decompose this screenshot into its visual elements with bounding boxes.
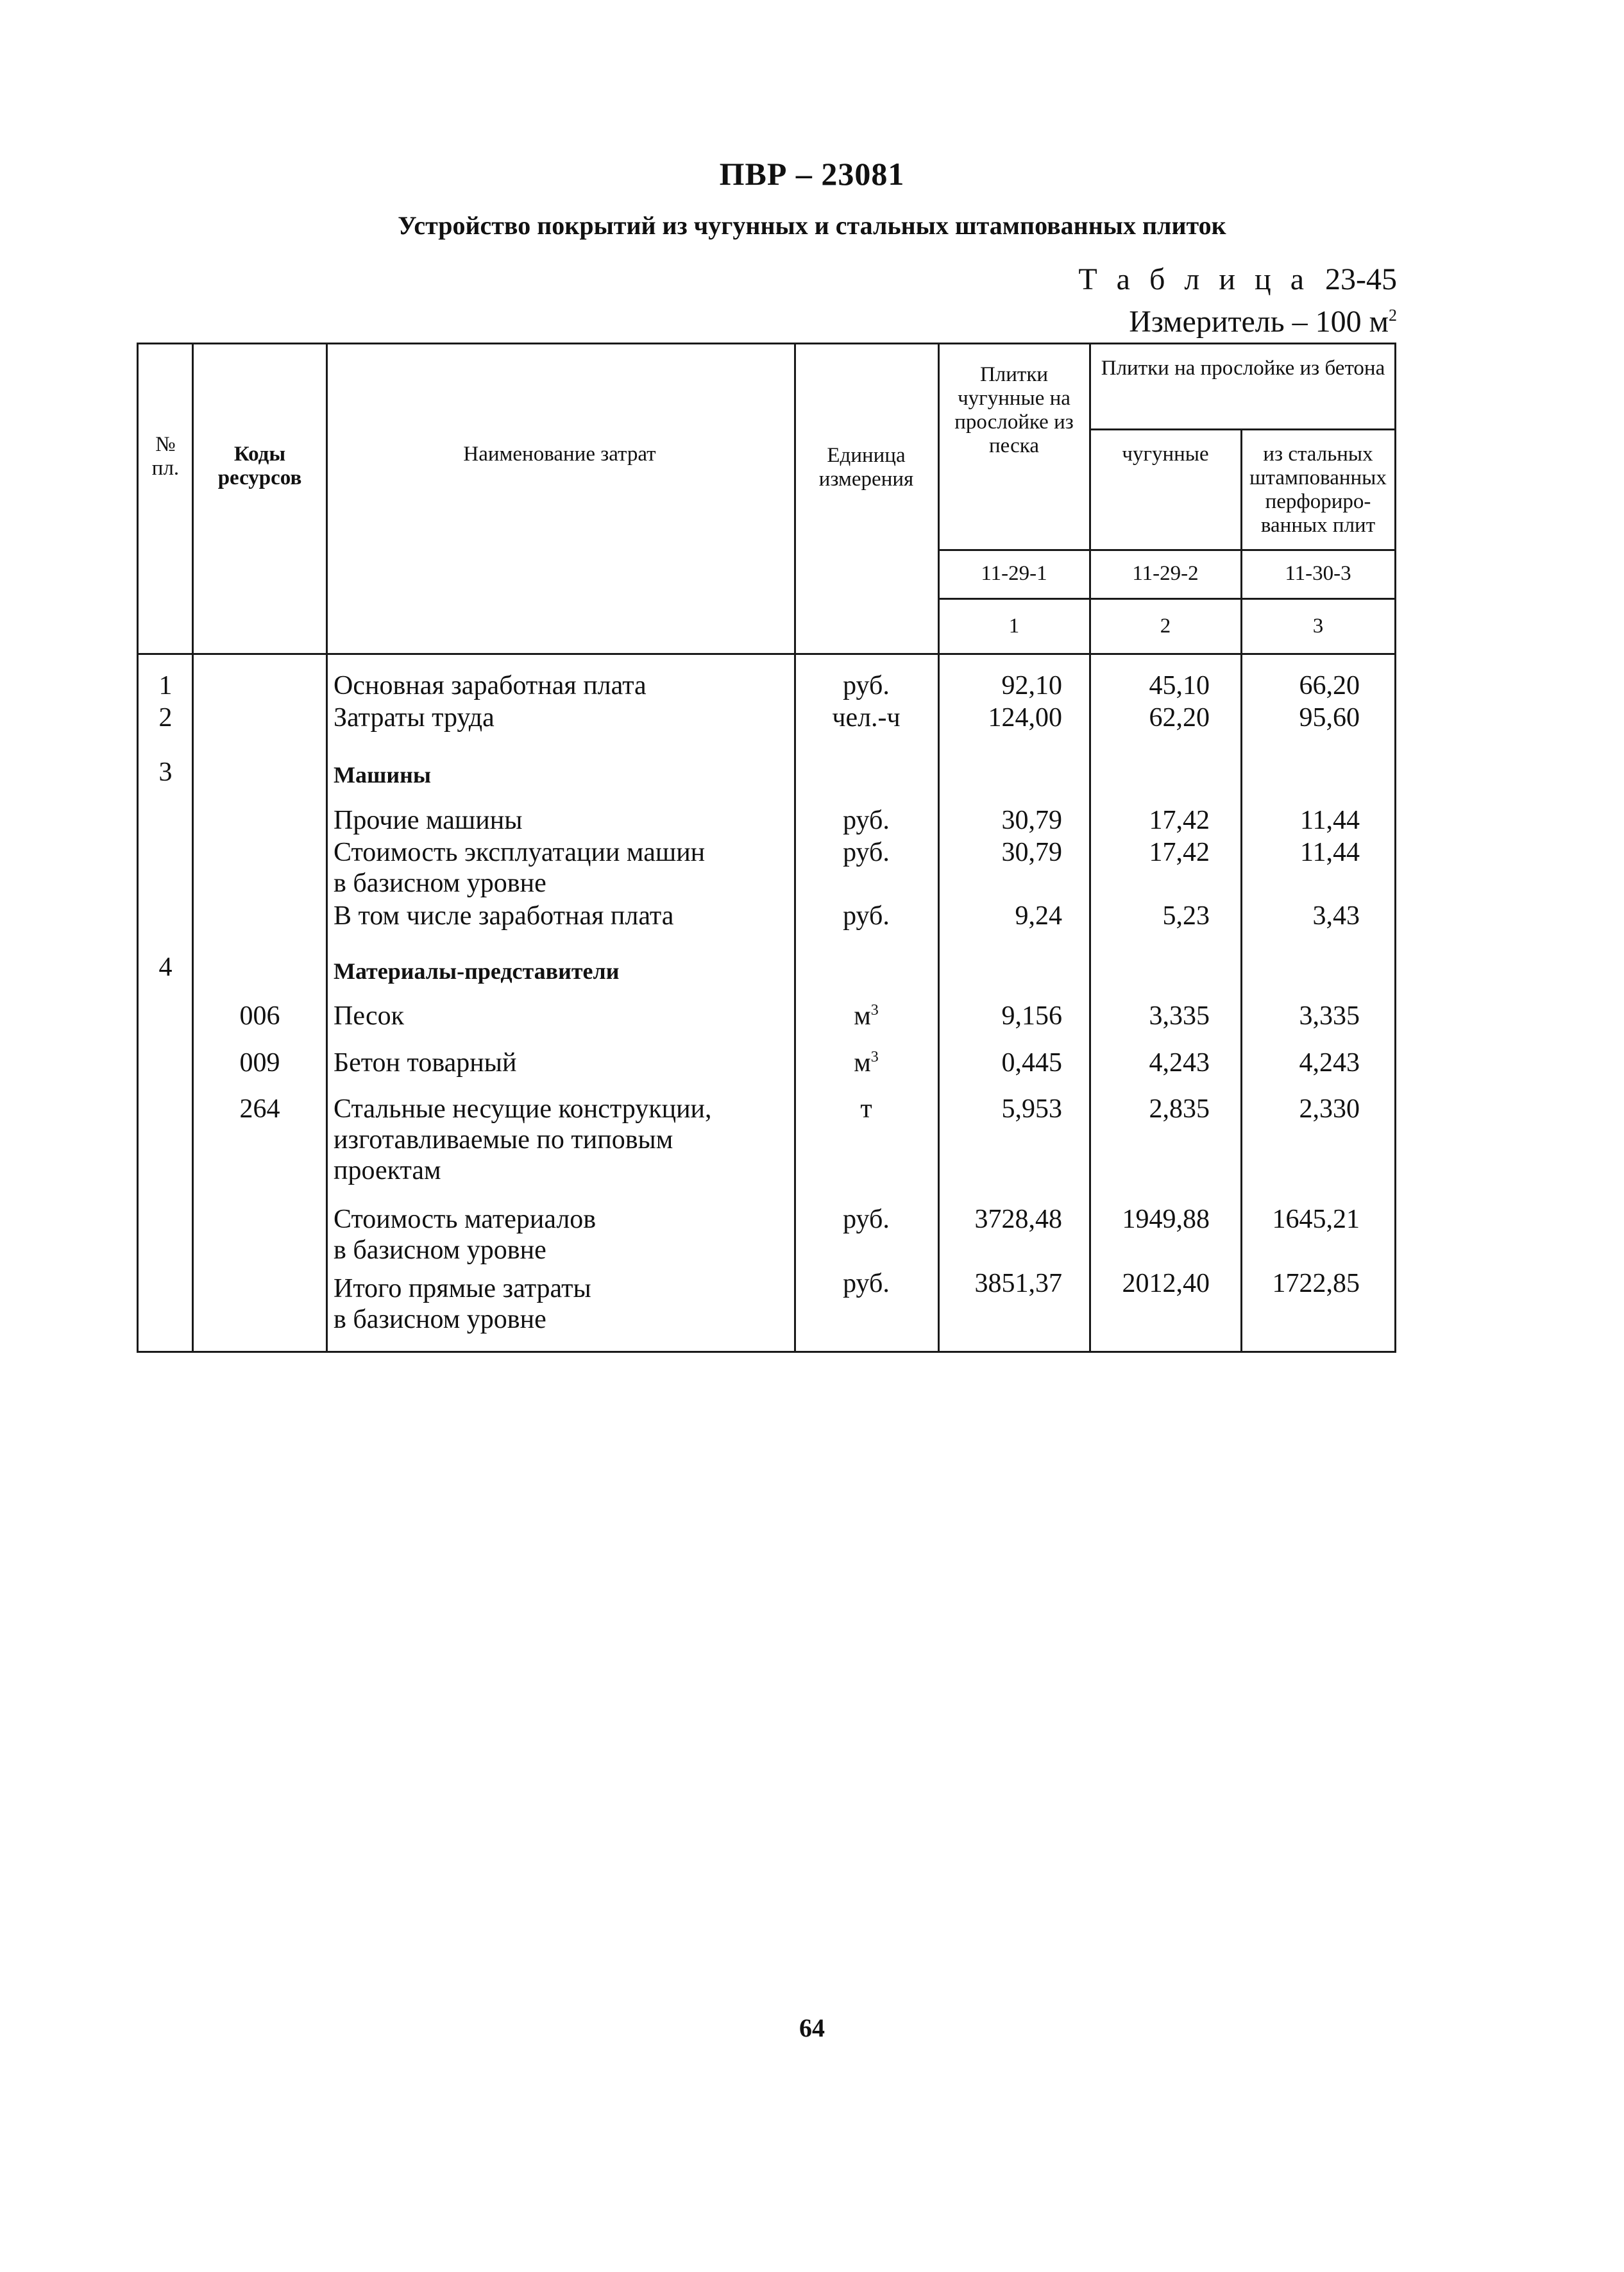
row-unit: руб. bbox=[843, 806, 890, 835]
row-value-1: 9,24 bbox=[1015, 901, 1062, 931]
row-value-1: 124,00 bbox=[988, 703, 1062, 733]
header-group: Плитки на прослойке из бетона bbox=[1101, 357, 1385, 380]
row-value-1: 0,445 bbox=[1001, 1048, 1062, 1078]
row-code: 006 bbox=[239, 1001, 280, 1031]
row-value-1: 3728,48 bbox=[974, 1205, 1062, 1234]
header-code-11-30-3: 11-30-3 bbox=[1285, 562, 1351, 585]
row-name: Затраты труда bbox=[334, 703, 495, 733]
group-header-divider bbox=[1089, 428, 1396, 430]
row-value-1: 92,10 bbox=[1001, 671, 1062, 700]
header-code-divider bbox=[938, 598, 1396, 600]
row-value-1: 9,156 bbox=[1001, 1001, 1062, 1031]
row-num: 4 bbox=[158, 953, 173, 982]
row-unit: чел.-ч bbox=[832, 703, 901, 733]
header-code-11-29-1: 11-29-1 bbox=[981, 562, 1047, 585]
row-value-2: 4,243 bbox=[1149, 1048, 1210, 1078]
row-unit bbox=[800, 1001, 932, 1031]
row-unit: руб. bbox=[843, 838, 890, 867]
document-title: Устройство покрытий из чугунных и стальных штампованных плиток bbox=[398, 211, 1226, 240]
row-value-2: 2012,40 bbox=[1122, 1269, 1210, 1298]
row-value-2: 3,335 bbox=[1149, 1001, 1210, 1031]
row-unit: руб. bbox=[843, 1269, 890, 1298]
row-value-3: 66,20 bbox=[1299, 671, 1360, 700]
col-divider-name bbox=[794, 343, 796, 1353]
header-index-1: 1 bbox=[1008, 615, 1020, 638]
header-col1: Плитки чугунные на прослойке из песка bbox=[954, 363, 1074, 457]
header-col2: чугунные bbox=[1122, 443, 1209, 466]
row-name: Стальные несущие конструкции, bbox=[334, 1094, 712, 1124]
row-name-line2: в базисном уровне bbox=[334, 1235, 546, 1265]
col-divider-1 bbox=[1089, 343, 1091, 1353]
header-code-11-29-2: 11-29-2 bbox=[1132, 562, 1199, 585]
row-value-2: 17,42 bbox=[1149, 806, 1210, 835]
row-value-3: 1722,85 bbox=[1272, 1269, 1360, 1298]
row-value-1: 3851,37 bbox=[974, 1269, 1062, 1298]
row-unit: руб. bbox=[843, 671, 890, 700]
row-code: 264 bbox=[239, 1094, 280, 1124]
unit-exponent: 3 bbox=[870, 1002, 879, 1019]
header-num: № пл. bbox=[151, 433, 180, 480]
section-heading-machines: Машины bbox=[334, 762, 431, 788]
header-codes: Коды ресурсов bbox=[217, 443, 302, 489]
row-name: Стоимость эксплуатации машин bbox=[334, 838, 706, 867]
header-unit: Единица измерения bbox=[818, 444, 914, 491]
section-heading-materials: Материалы-представители bbox=[334, 958, 620, 984]
row-name: Прочие машины bbox=[334, 806, 523, 835]
meter-exponent: 2 bbox=[1389, 306, 1397, 325]
table-left-border bbox=[137, 343, 139, 1353]
row-value-1: 5,953 bbox=[1001, 1094, 1062, 1124]
row-value-2: 2,835 bbox=[1149, 1094, 1210, 1124]
row-name-line2: в базисном уровне bbox=[334, 869, 546, 898]
unit-text: м bbox=[854, 1048, 871, 1078]
row-name: Основная заработная плата bbox=[334, 671, 647, 700]
row-code: 009 bbox=[239, 1048, 280, 1078]
col-divider-codes bbox=[326, 343, 328, 1353]
table-number: 23-45 bbox=[1325, 262, 1397, 296]
row-value-3: 2,330 bbox=[1299, 1094, 1360, 1124]
row-num: 1 bbox=[158, 671, 173, 700]
header-name: Наименование затрат bbox=[463, 443, 656, 466]
table-right-border bbox=[1394, 343, 1396, 1353]
row-num: 3 bbox=[158, 758, 173, 787]
row-value-1: 30,79 bbox=[1001, 806, 1062, 835]
row-value-3: 11,44 bbox=[1300, 806, 1360, 835]
row-value-2: 45,10 bbox=[1149, 671, 1210, 700]
row-value-3: 11,44 bbox=[1300, 838, 1360, 867]
row-value-1: 30,79 bbox=[1001, 838, 1062, 867]
unit-exponent: 3 bbox=[870, 1049, 879, 1065]
row-value-3: 95,60 bbox=[1299, 703, 1360, 733]
row-unit: т bbox=[860, 1094, 872, 1124]
row-value-2: 1949,88 bbox=[1122, 1205, 1210, 1234]
document-code: ПВР – 23081 bbox=[719, 156, 905, 192]
row-value-3: 4,243 bbox=[1299, 1048, 1360, 1078]
row-unit bbox=[800, 1047, 932, 1078]
row-value-3: 1645,21 bbox=[1272, 1205, 1360, 1234]
header-index-3: 3 bbox=[1312, 615, 1324, 638]
header-index-2: 2 bbox=[1160, 615, 1171, 638]
header-subdivider bbox=[938, 549, 1396, 551]
row-name: Песок bbox=[334, 1001, 405, 1031]
row-name: Бетон товарный bbox=[334, 1048, 517, 1078]
header-col3: из стальных штампованных перфориро-ванных плит bbox=[1249, 443, 1387, 537]
row-unit: руб. bbox=[843, 901, 890, 931]
row-value-2: 5,23 bbox=[1162, 901, 1210, 931]
row-name: В том числе заработная плата bbox=[334, 901, 674, 931]
row-value-3: 3,43 bbox=[1312, 901, 1360, 931]
row-name: Итого прямые затраты bbox=[334, 1274, 591, 1303]
col-divider-unit bbox=[938, 343, 940, 1353]
unit-text: м bbox=[854, 1001, 871, 1031]
row-name: Стоимость материалов bbox=[334, 1205, 596, 1234]
col-divider-2 bbox=[1240, 428, 1242, 1353]
row-num: 2 bbox=[158, 703, 173, 733]
row-unit: руб. bbox=[843, 1205, 890, 1234]
row-name-line2: изготавливаемые по типовым bbox=[334, 1125, 673, 1155]
row-name-line2: в базисном уровне bbox=[334, 1305, 546, 1334]
row-name-line3: проектам bbox=[334, 1156, 441, 1185]
col-divider-num bbox=[192, 343, 194, 1353]
meter-text: Измеритель – 100 м bbox=[1129, 305, 1389, 339]
table-label-word: Т а б л и ц а bbox=[1078, 262, 1310, 296]
row-value-2: 17,42 bbox=[1149, 838, 1210, 867]
row-value-3: 3,335 bbox=[1299, 1001, 1360, 1031]
row-value-2: 62,20 bbox=[1149, 703, 1210, 733]
page-number: 64 bbox=[799, 2013, 825, 2042]
